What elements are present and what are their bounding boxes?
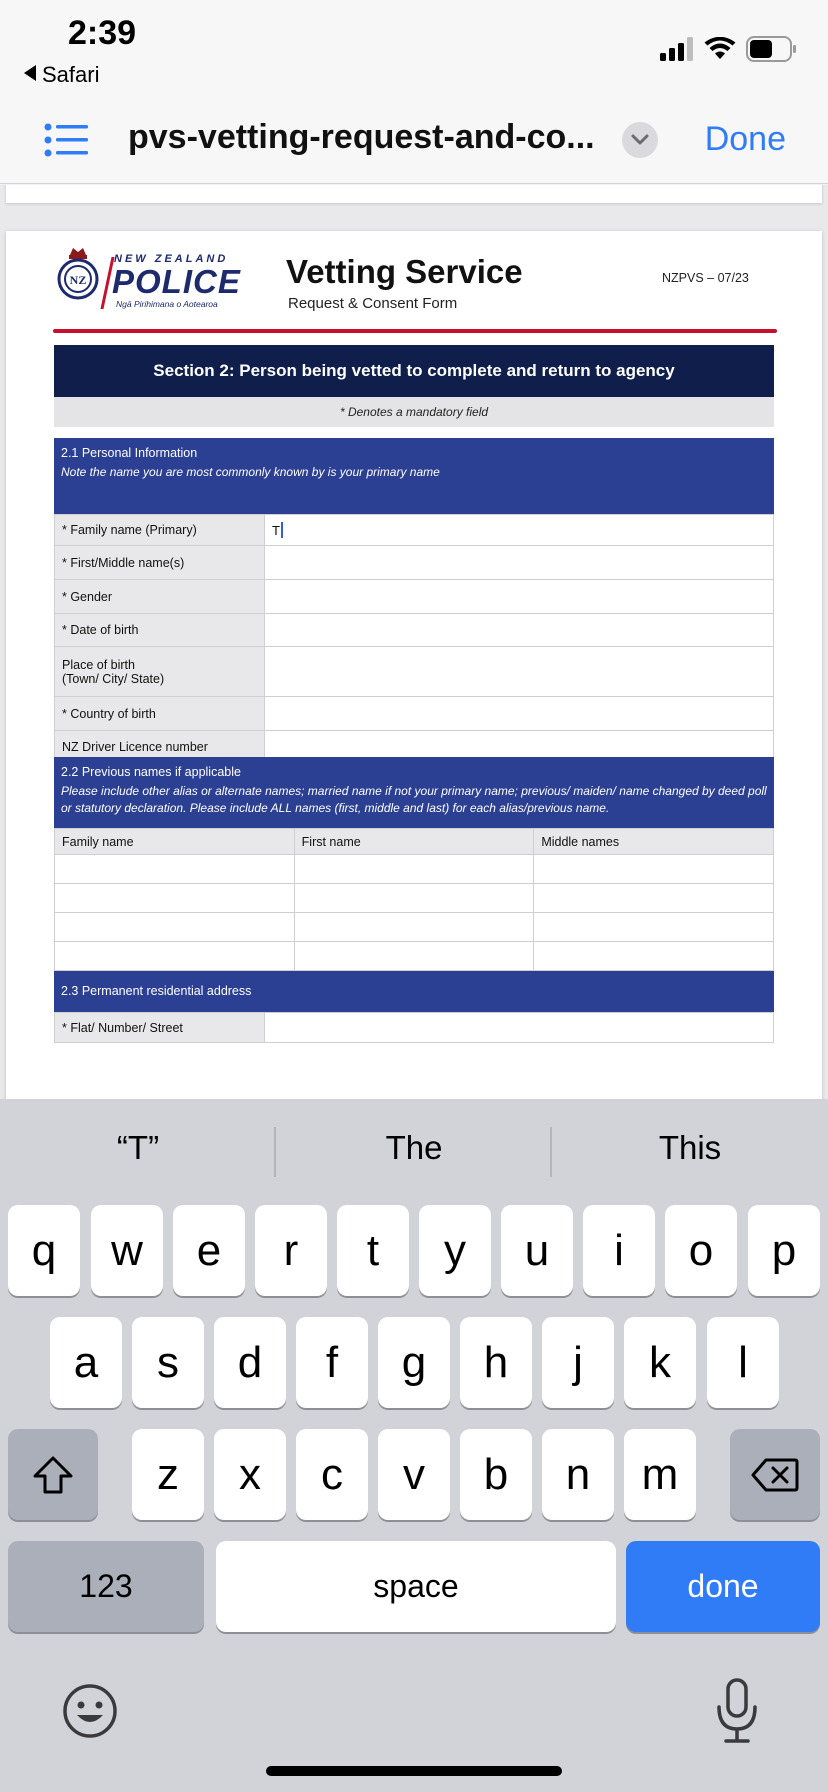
table-row	[55, 697, 774, 731]
key-h[interactable]: h	[460, 1317, 532, 1408]
first-middle-name-input[interactable]	[265, 546, 774, 580]
table-cell[interactable]	[534, 942, 774, 971]
column-header: Family name	[55, 829, 295, 855]
place-of-birth-label: Place of birth	[62, 657, 135, 672]
software-keyboard	[0, 1099, 828, 1792]
key-f[interactable]: f	[296, 1317, 368, 1408]
field-label: * Flat/ Number/ Street	[55, 1013, 265, 1043]
personal-info-title: 2.1 Personal Information	[61, 446, 198, 460]
table-cell[interactable]	[534, 913, 774, 942]
key-y[interactable]: y	[419, 1205, 491, 1296]
backspace-icon	[751, 1457, 799, 1493]
key-z[interactable]: z	[132, 1429, 204, 1520]
police-logo	[56, 245, 241, 309]
suggestion-3[interactable]: This	[658, 1129, 722, 1166]
cellular-signal-icon	[660, 37, 694, 61]
shift-icon	[31, 1455, 75, 1495]
table-header-row	[55, 829, 774, 855]
key-g[interactable]: g	[378, 1317, 450, 1408]
chevron-down-icon	[631, 134, 649, 146]
suggestion-1[interactable]: “T”	[116, 1129, 160, 1166]
table-cell[interactable]	[55, 884, 295, 913]
logo-maori-text: Ngā Pirihimana o Aotearoa	[116, 299, 218, 309]
svg-text:NZ: NZ	[69, 273, 87, 287]
table-row	[55, 913, 774, 942]
document-title[interactable]: pvs-vetting-request-and-co...	[128, 118, 595, 156]
field-label: * Country of birth	[55, 697, 265, 731]
field-label: * Family name (Primary)	[55, 515, 265, 546]
key-d[interactable]: d	[214, 1317, 286, 1408]
previous-names-note: Please include other alias or alternate names; married name if not your primary name; previous/ maiden/ name changed by deed poll or statutory declaration. Please include ALL names (first, middle and last) for each alias/previous name.	[61, 784, 767, 815]
date-of-birth-input[interactable]	[265, 614, 774, 647]
header-divider	[53, 329, 777, 333]
field-label	[55, 647, 265, 697]
mandatory-note: * Denotes a mandatory field	[54, 397, 774, 427]
microphone-icon[interactable]	[714, 1677, 760, 1745]
table-cell[interactable]	[55, 855, 295, 884]
emoji-icon[interactable]	[62, 1683, 118, 1739]
personal-info-note: Note the name you are most commonly known by is your primary name	[61, 465, 440, 479]
navigation-bar	[0, 100, 828, 184]
back-triangle-icon	[24, 65, 36, 81]
gender-input[interactable]	[265, 580, 774, 614]
police-crest-icon	[56, 245, 100, 303]
back-app-label: Safari	[42, 62, 100, 87]
numbers-key[interactable]: 123	[8, 1541, 204, 1632]
shift-key[interactable]	[8, 1429, 98, 1520]
table-row	[55, 884, 774, 913]
table-row	[55, 942, 774, 971]
wifi-icon	[704, 37, 736, 61]
suggestion-2[interactable]: The	[385, 1129, 443, 1166]
key-p[interactable]: p	[748, 1205, 820, 1296]
key-m[interactable]: m	[624, 1429, 696, 1520]
key-t[interactable]: t	[337, 1205, 409, 1296]
table-cell[interactable]	[294, 884, 534, 913]
key-k[interactable]: k	[624, 1317, 696, 1408]
street-input[interactable]	[265, 1013, 774, 1043]
key-l[interactable]: l	[707, 1317, 779, 1408]
table-row	[55, 647, 774, 697]
table-cell[interactable]	[55, 942, 295, 971]
done-key[interactable]: done	[626, 1541, 820, 1632]
place-of-birth-input[interactable]	[265, 647, 774, 697]
previous-page-edge	[6, 185, 822, 203]
field-label: NZ Driver Licence number	[55, 731, 265, 764]
field-label: * Gender	[55, 580, 265, 614]
key-r[interactable]: r	[255, 1205, 327, 1296]
column-header: Middle names	[534, 829, 774, 855]
logo-police-text: POLICE	[112, 263, 241, 300]
form-code: NZPVS – 07/23	[662, 271, 749, 285]
status-bar	[0, 0, 828, 100]
place-of-birth-sublabel: (Town/ City/ State)	[62, 671, 165, 686]
personal-info-band	[54, 438, 774, 514]
delete-key[interactable]	[730, 1429, 820, 1520]
key-v[interactable]: v	[378, 1429, 450, 1520]
table-row	[55, 515, 774, 546]
address-band	[54, 971, 774, 1012]
key-u[interactable]: u	[501, 1205, 573, 1296]
back-to-app-link[interactable]	[24, 62, 99, 88]
family-name-value: T	[272, 523, 280, 538]
title-menu-button[interactable]	[622, 122, 658, 158]
table-cell[interactable]	[294, 855, 534, 884]
column-header: First name	[294, 829, 534, 855]
table-row	[55, 546, 774, 580]
family-name-input[interactable]	[265, 515, 774, 546]
done-button[interactable]: Done	[704, 120, 786, 158]
key-q[interactable]: q	[8, 1205, 80, 1296]
table-row	[55, 614, 774, 647]
table-cell[interactable]	[55, 913, 295, 942]
table-cell[interactable]	[294, 942, 534, 971]
field-label: * First/Middle name(s)	[55, 546, 265, 580]
status-time: 2:39	[68, 14, 137, 52]
address-title: 2.3 Permanent residential address	[61, 984, 252, 998]
country-of-birth-input[interactable]	[265, 697, 774, 731]
key-o[interactable]: o	[665, 1205, 737, 1296]
table-cell[interactable]	[534, 884, 774, 913]
logo-nz-text: NEW ZEALAND	[114, 253, 229, 265]
key-a[interactable]: a	[50, 1317, 122, 1408]
key-w[interactable]: w	[91, 1205, 163, 1296]
key-n[interactable]: n	[542, 1429, 614, 1520]
battery-icon	[746, 36, 798, 62]
table-row	[55, 580, 774, 614]
form-subtitle: Request & Consent Form	[288, 295, 458, 312]
key-i[interactable]: i	[583, 1205, 655, 1296]
previous-names-band	[54, 757, 774, 828]
table-row	[55, 855, 774, 884]
section-header: Section 2: Person being vetted to complete and return to agency	[54, 345, 774, 397]
list-icon[interactable]	[44, 122, 88, 158]
pdf-viewer[interactable]	[0, 185, 828, 1099]
key-s[interactable]: s	[132, 1317, 204, 1408]
table-cell[interactable]	[534, 855, 774, 884]
key-b[interactable]: b	[460, 1429, 532, 1520]
status-icons	[660, 34, 798, 64]
table-cell[interactable]	[294, 913, 534, 942]
key-c[interactable]: c	[296, 1429, 368, 1520]
address-table	[54, 1012, 774, 1043]
form-title: Vetting Service	[286, 253, 523, 290]
space-key[interactable]: space	[216, 1541, 616, 1632]
predictive-text-bar	[0, 1099, 828, 1197]
previous-names-title: 2.2 Previous names if applicable	[61, 765, 241, 779]
pdf-page	[6, 231, 822, 1099]
personal-info-table	[54, 514, 774, 764]
field-label: * Date of birth	[55, 614, 265, 647]
text-caret	[281, 522, 283, 538]
key-x[interactable]: x	[214, 1429, 286, 1520]
key-e[interactable]: e	[173, 1205, 245, 1296]
table-row	[55, 1013, 774, 1043]
home-indicator[interactable]	[266, 1766, 562, 1776]
key-j[interactable]: j	[542, 1317, 614, 1408]
